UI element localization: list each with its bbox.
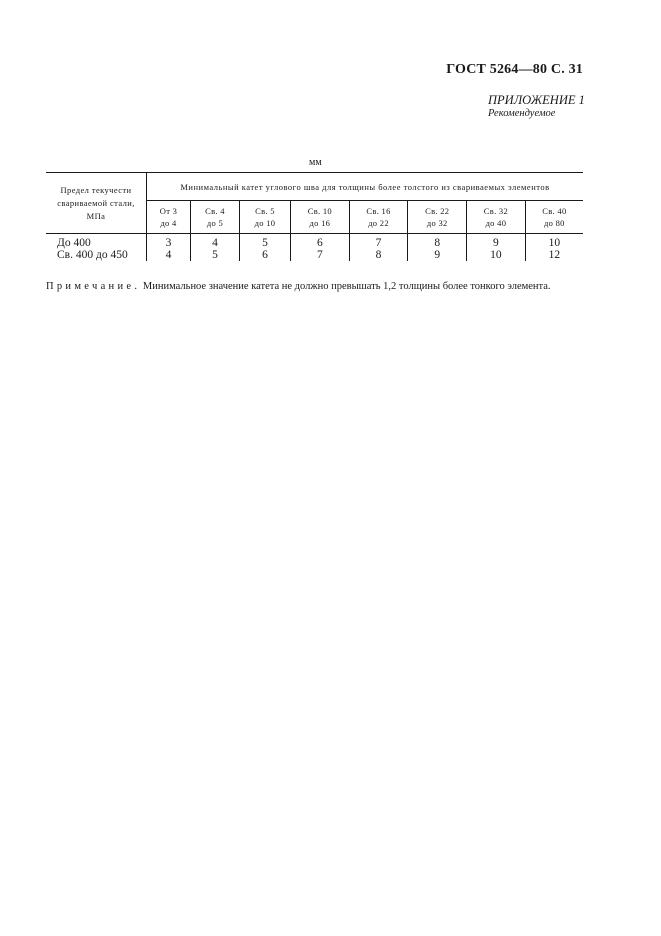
page-header: ГОСТ 5264—80 С. 31	[446, 62, 583, 77]
appendix-title: ПРИЛОЖЕНИЕ 1	[488, 93, 585, 107]
column-header-top: Св. 40	[542, 206, 567, 216]
column-header	[239, 201, 290, 234]
row-header-line: МПа	[86, 210, 106, 221]
table-cell: 7	[349, 234, 408, 250]
table-cell: 7	[291, 249, 350, 261]
column-header-bottom: до 22	[368, 218, 389, 228]
column-header-bottom: до 16	[309, 218, 331, 228]
column-header	[525, 201, 583, 234]
column-header	[147, 201, 191, 234]
column-header	[467, 201, 526, 234]
row-header-line: свариваемой стали,	[57, 197, 135, 208]
row-label: Св. 400 до 450	[46, 249, 147, 261]
column-header-top: Св. 32	[483, 206, 509, 216]
table-cell: 9	[467, 234, 526, 250]
column-header-top: От 3	[159, 206, 178, 216]
table-row	[46, 249, 583, 261]
column-header-top: Св. 10	[307, 206, 332, 216]
span-header: Минимальный катет углового шва для толщины более толстого из свариваемых элементов	[147, 173, 584, 201]
appendix-block	[488, 93, 585, 121]
table-cell: 4	[191, 234, 240, 250]
column-header-bottom: до 40	[485, 218, 507, 228]
table-cell: 12	[548, 249, 561, 261]
column-header-top: Св. 4	[205, 206, 225, 216]
table-cell: 4	[147, 249, 191, 261]
weld-size-table	[46, 172, 583, 261]
column-header-bottom: до 4	[160, 218, 177, 228]
table-note	[46, 279, 583, 294]
table-cell: 10	[467, 249, 526, 261]
table-cell: 10	[548, 237, 561, 249]
table-row	[46, 234, 583, 250]
column-header-bottom: до 10	[254, 218, 276, 228]
note-label: Примечание.	[46, 281, 141, 292]
table-cell: 3	[147, 234, 191, 250]
table-cell: 5	[239, 234, 290, 250]
column-header-bottom: до 80	[544, 218, 565, 228]
table-units: мм	[309, 157, 322, 168]
column-header-top: Св. 16	[366, 206, 391, 216]
table-cell: 9	[408, 249, 467, 261]
column-header	[408, 201, 467, 234]
table-cell: 5	[191, 249, 240, 261]
note-text: Минимальное значение катета не должно превышать 1,2 толщины более тонкого элемента.	[140, 281, 551, 292]
column-header	[191, 201, 240, 234]
column-header-top: Св. 5	[255, 206, 275, 216]
column-header	[349, 201, 408, 234]
table-cell: 8	[408, 234, 467, 250]
column-header-bottom: до 32	[426, 218, 448, 228]
row-label: До 400	[46, 234, 147, 250]
column-header-top: Св. 22	[425, 206, 450, 216]
table-cell: 8	[349, 249, 408, 261]
column-header	[291, 201, 350, 234]
table-cell: 6	[239, 249, 290, 261]
row-header-line: Предел текучести	[60, 184, 132, 195]
appendix-subtitle: Рекомендуемое	[488, 108, 556, 119]
column-header-bottom: до 5	[206, 218, 224, 228]
row-header	[46, 173, 147, 234]
table-cell: 6	[291, 234, 350, 250]
